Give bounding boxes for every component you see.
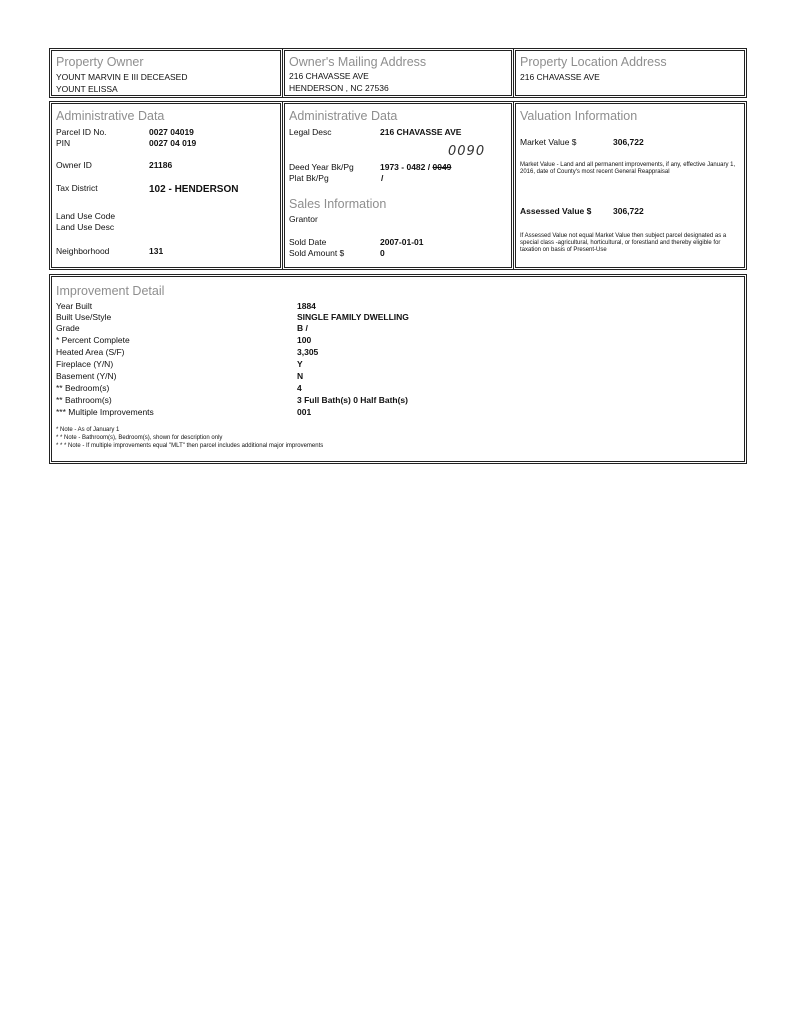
land-use-code-label: Land Use Code (56, 211, 116, 221)
owner-id-value: 21186 (149, 160, 173, 170)
administrative-data-box-2 (282, 101, 514, 270)
market-value-amount: 306,722 (613, 137, 644, 147)
location-address-header: Property Location Address (520, 55, 667, 69)
assessed-value-label: Assessed Value $ (520, 206, 592, 216)
sold-amount-label: Sold Amount $ (289, 248, 345, 258)
neighborhood-label: Neighborhood (56, 246, 110, 256)
improvement-value: B / (297, 323, 308, 333)
improvement-label: Fireplace (Y/N) (56, 359, 114, 369)
legal-desc-value: 216 CHAVASSE AVE (380, 127, 462, 137)
tax-district-label: Tax District (56, 183, 98, 193)
tax-district-value: 102 - HENDERSON (149, 184, 239, 195)
assessed-value-note: If Assessed Value not equal Market Value then subject parcel designated as a special class -agricultural, horticultural, or forestland and thereby eligible for taxation on basis of Present-Use (520, 233, 727, 253)
administrative-data-header-2: Administrative Data (289, 109, 398, 123)
improvement-value: 4 (297, 383, 302, 393)
improvement-value: 3 Full Bath(s) 0 Half Bath(s) (297, 395, 408, 405)
improvement-value: Y (297, 359, 303, 369)
mailing-address-box (282, 48, 514, 98)
neighborhood-value: 131 (149, 246, 164, 256)
owner-name-1: YOUNT MARVIN E III DECEASED (56, 72, 188, 82)
improvement-value: N (297, 371, 304, 381)
valuation-information-header: Valuation Information (520, 109, 638, 123)
plat-value: / (381, 173, 384, 183)
grantor-label: Grantor (289, 214, 318, 224)
property-owner-header: Property Owner (56, 55, 144, 69)
parcel-id-value: 0027 04019 (149, 127, 194, 137)
owner-id-label: Owner ID (56, 160, 92, 170)
improvement-label: Grade (56, 323, 80, 333)
mailing-line-1: 216 CHAVASSE AVE (289, 71, 369, 81)
sold-date-value: 2007-01-01 (380, 237, 424, 247)
sold-amount-value: 0 (380, 248, 385, 258)
location-line-1: 216 CHAVASSE AVE (520, 72, 600, 82)
market-value-note: Market Value - Land and all permanent improvements, if any, effective January 1, 2016, date of County's most recent General Reappraisal (520, 162, 736, 175)
plat-label: Plat Bk/Pg (289, 173, 329, 183)
improvement-value: SINGLE FAMILY DWELLING (297, 312, 409, 322)
improvement-label: Heated Area (S/F) (56, 347, 125, 357)
improvement-label: ** Bathroom(s) (56, 395, 112, 405)
improvement-value: 3,305 (297, 347, 319, 357)
market-value-label: Market Value $ (520, 137, 577, 147)
improvement-label: Year Built (56, 301, 93, 311)
improvement-label: *** Multiple Improvements (56, 407, 154, 417)
legal-desc-label: Legal Desc (289, 127, 332, 137)
improvement-label: Built Use/Style (56, 312, 112, 322)
sales-information-header: Sales Information (289, 197, 387, 211)
handwritten-page-number: 0090 (448, 144, 486, 159)
location-address-box (513, 48, 747, 98)
improvement-value: 001 (297, 407, 312, 417)
deed-value (380, 162, 451, 172)
mailing-address-header: Owner's Mailing Address (289, 55, 427, 69)
footnote: * * Note - Bathroom(s), Bedroom(s), shown for description only (56, 435, 223, 441)
mailing-line-2: HENDERSON , NC 27536 (289, 83, 389, 93)
parcel-id-label: Parcel ID No. (56, 127, 107, 137)
land-use-desc-label: Land Use Desc (56, 222, 115, 232)
deed-value-text: 1973 - 0482 / (380, 162, 431, 172)
sold-date-label: Sold Date (289, 237, 327, 247)
deed-label: Deed Year Bk/Pg (289, 162, 354, 172)
property-owner-box (49, 48, 283, 98)
improvement-label: ** Bedroom(s) (56, 383, 110, 393)
improvement-value: 1884 (297, 301, 316, 311)
pin-label: PIN (56, 138, 71, 148)
owner-name-2: YOUNT ELISSA (56, 84, 118, 94)
footnote: * Note - As of January 1 (56, 427, 120, 433)
administrative-data-header-1: Administrative Data (56, 109, 165, 123)
improvement-detail-header: Improvement Detail (56, 284, 165, 298)
administrative-data-box-1 (49, 101, 283, 270)
valuation-information-box (513, 101, 747, 270)
improvement-detail-box (49, 274, 747, 464)
deed-value-struck: 0049 (432, 162, 452, 172)
improvement-value: 100 (297, 335, 312, 345)
improvement-label: * Percent Complete (56, 335, 130, 345)
improvement-label: Basement (Y/N) (56, 371, 117, 381)
pin-value: 0027 04 019 (149, 138, 197, 148)
assessed-value-amount: 306,722 (613, 206, 644, 216)
footnote: * * * Note - If multiple improvements equal "MLT" then parcel includes additional major improvements (56, 443, 324, 449)
